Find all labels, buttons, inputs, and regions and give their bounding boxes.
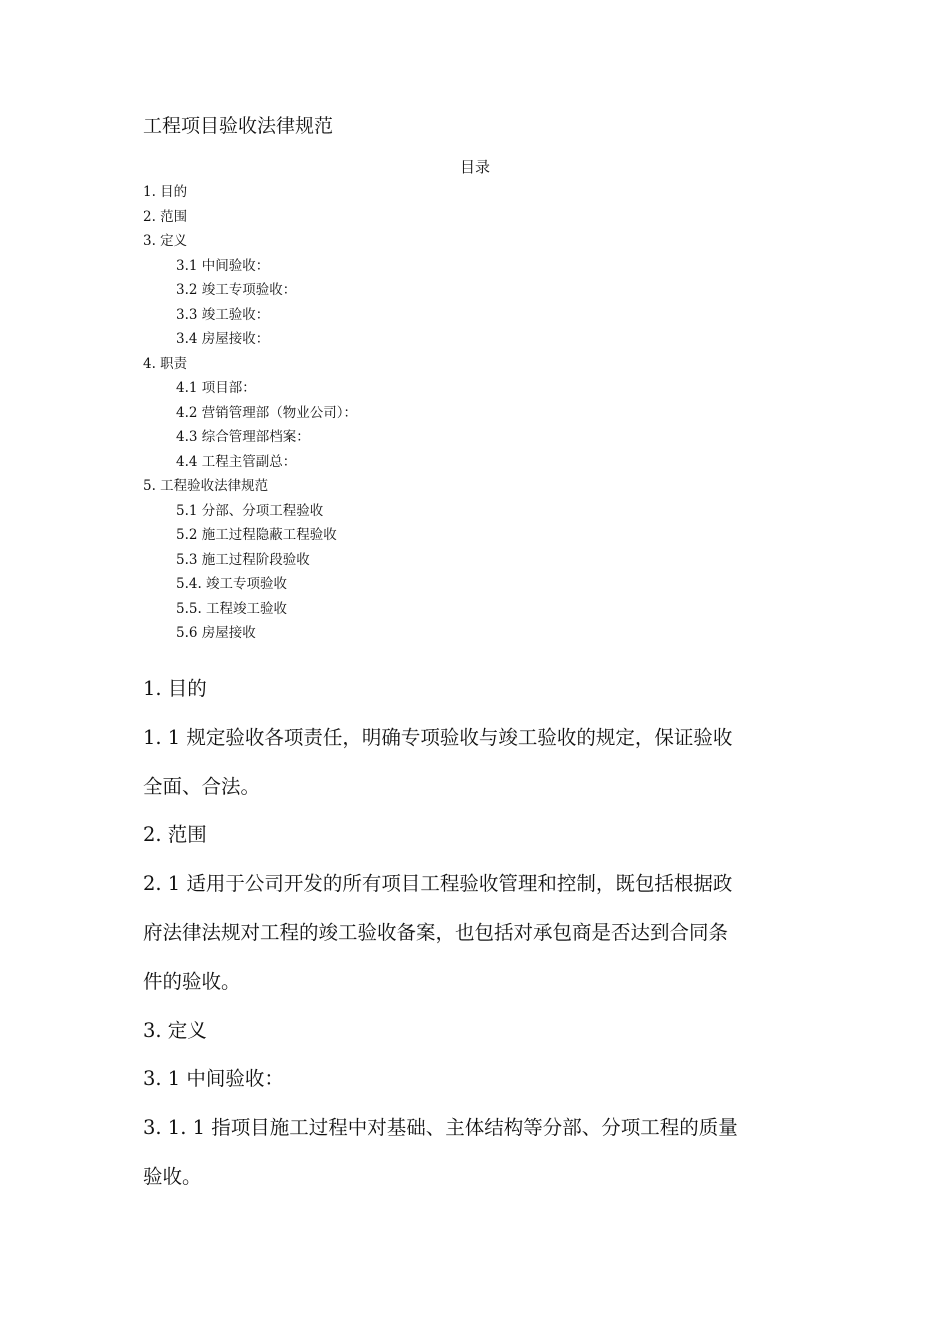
toc-entry[interactable]: 3.2 竣工专项验收：	[176, 282, 297, 298]
body-line: 1. 目的	[143, 677, 207, 700]
toc-entry[interactable]: 4.4 工程主管副总：	[176, 453, 297, 470]
toc-entry[interactable]: 4.2 营销管理部（物业公司）：	[176, 404, 358, 421]
toc-entry[interactable]: 4.1 项目部：	[176, 380, 256, 396]
body-line: 2. 1 适用于公司开发的所有项目工程验收管理和控制，既包括根据政	[143, 872, 733, 896]
toc-entry[interactable]: 4.3 综合管理部档案：	[176, 429, 310, 445]
body-line: 件的验收。	[143, 969, 241, 993]
document-body	[143, 665, 753, 1202]
toc-entry[interactable]: 5.6 房屋接收	[176, 625, 256, 641]
body-line: 验收。	[143, 1164, 202, 1188]
toc-entry[interactable]: 5.2 施工过程隐蔽工程验收	[176, 527, 337, 543]
toc-entry[interactable]: 4. 职责	[143, 355, 188, 372]
toc-entry[interactable]: 5. 工程验收法律规范	[143, 478, 269, 494]
toc-entry[interactable]: 2. 范围	[143, 208, 188, 225]
document-title: 工程项目验收法律规范	[143, 115, 334, 137]
body-line: 1. 1 规定验收各项责任，明确专项验收与竣工验收的规定，保证验收	[143, 725, 733, 749]
body-line: 3. 1. 1 指项目施工过程中对基础、主体结构等分部、分项工程的质量	[143, 1116, 738, 1140]
toc-heading: 目录	[459, 158, 490, 176]
table-of-contents	[143, 180, 783, 646]
toc-entry[interactable]: 5.4. 竣工专项验收	[176, 576, 288, 592]
body-line: 2. 范围	[143, 823, 207, 847]
toc-entry[interactable]: 3.3 竣工验收：	[176, 306, 270, 323]
body-line: 府法律法规对工程的竣工验收备案，也包括对承包商是否达到合同条	[143, 920, 729, 944]
body-line: 3. 1 中间验收：	[143, 1067, 284, 1091]
toc-entry[interactable]: 1. 目的	[143, 184, 188, 200]
body-line: 全面、合法。	[143, 774, 261, 798]
toc-entry[interactable]: 3.1 中间验收：	[176, 257, 270, 274]
toc-entry[interactable]: 3.4 房屋接收：	[176, 331, 270, 347]
toc-entry[interactable]: 5.1 分部、分项工程验收	[176, 502, 324, 519]
toc-entry[interactable]: 5.3 施工过程阶段验收	[176, 551, 310, 568]
toc-entry[interactable]: 3. 定义	[143, 233, 188, 249]
body-line: 3. 定义	[143, 1018, 207, 1042]
toc-entry[interactable]: 5.5. 工程竣工验收	[176, 600, 288, 617]
